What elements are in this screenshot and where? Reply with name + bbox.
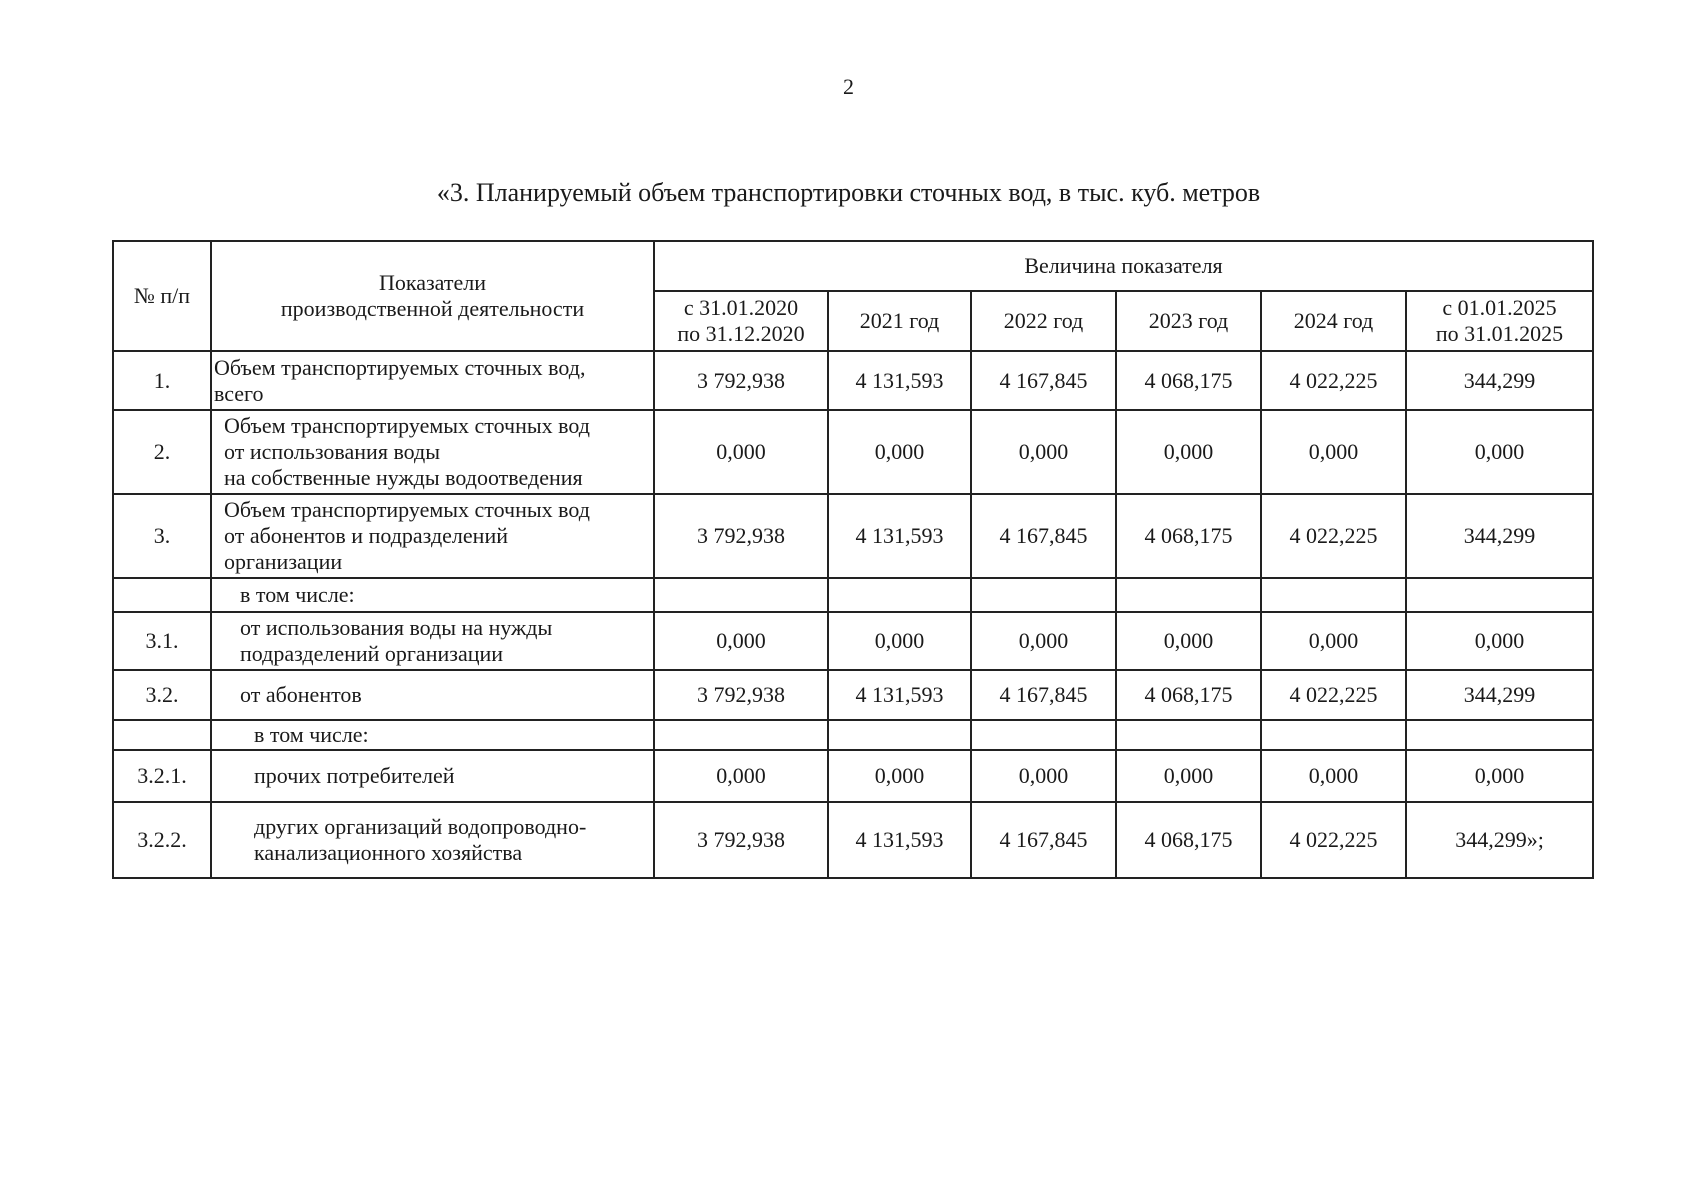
- row-value: 0,000: [1261, 750, 1406, 802]
- row-value: 0,000: [1406, 750, 1593, 802]
- row-value: 344,299»;: [1406, 802, 1593, 878]
- row-indicator: [211, 578, 654, 612]
- header-period-6: [1406, 291, 1593, 351]
- header-period-line: по 31.01.2025: [1435, 321, 1564, 346]
- indicator-line: прочих потребителей: [254, 763, 455, 788]
- table-row: [113, 670, 1593, 720]
- row-value: [1406, 578, 1593, 612]
- row-value: 4 068,175: [1116, 494, 1261, 578]
- row-value: [1261, 578, 1406, 612]
- row-value: [828, 720, 971, 750]
- row-value: [828, 578, 971, 612]
- header-period-4: 2023 год: [1116, 291, 1261, 351]
- header-period-1: [654, 291, 828, 351]
- row-num: [113, 578, 211, 612]
- row-value: 0,000: [1261, 410, 1406, 494]
- row-value: 344,299: [1406, 670, 1593, 720]
- row-indicator: [211, 720, 654, 750]
- indicator-line: в том числе:: [254, 722, 369, 747]
- table-row: [113, 494, 1593, 578]
- indicator-line: от абонентов и подразделений: [224, 523, 508, 548]
- row-value: 0,000: [654, 750, 828, 802]
- header-value-group: Величина показателя: [654, 241, 1593, 291]
- row-num: 3.1.: [113, 612, 211, 670]
- row-value: [971, 720, 1116, 750]
- row-value: 0,000: [971, 750, 1116, 802]
- table-row: [113, 750, 1593, 802]
- indicator-line: в том числе:: [240, 582, 355, 607]
- row-value: 4 131,593: [828, 494, 971, 578]
- row-indicator: [211, 410, 654, 494]
- row-value: 4 022,225: [1261, 494, 1406, 578]
- indicator-line: других организаций водопроводно-: [254, 814, 587, 839]
- row-value: 4 022,225: [1261, 802, 1406, 878]
- row-value: 4 068,175: [1116, 351, 1261, 410]
- indicator-line: Объем транспортируемых сточных вод,: [214, 354, 586, 380]
- header-indicator: [211, 241, 654, 351]
- indicator-line: Объем транспортируемых сточных вод: [224, 413, 590, 438]
- row-value: 3 792,938: [654, 670, 828, 720]
- header-period-3: 2022 год: [971, 291, 1116, 351]
- row-value: 0,000: [828, 410, 971, 494]
- row-value: 0,000: [828, 750, 971, 802]
- indicator-line: всего: [214, 380, 264, 406]
- table-body: [113, 351, 1593, 878]
- row-indicator: [211, 351, 654, 410]
- row-value: [971, 578, 1116, 612]
- row-value: [1116, 578, 1261, 612]
- row-value: 344,299: [1406, 494, 1593, 578]
- row-value: 4 167,845: [971, 494, 1116, 578]
- header-period-2: 2021 год: [828, 291, 971, 351]
- indicator-line: от использования воды: [224, 439, 441, 464]
- row-value: [654, 578, 828, 612]
- row-indicator: [211, 750, 654, 802]
- indicator-line: подразделений организации: [240, 641, 504, 666]
- row-value: 4 131,593: [828, 802, 971, 878]
- row-value: [1261, 720, 1406, 750]
- row-value: 0,000: [654, 612, 828, 670]
- table-header: [113, 241, 1593, 351]
- row-num: 3.2.: [113, 670, 211, 720]
- indicator-line: на собственные нужды водоотведения: [224, 465, 583, 490]
- header-indicator-line: Показатели: [378, 270, 487, 295]
- row-value: 4 022,225: [1261, 670, 1406, 720]
- table-row: [113, 578, 1593, 612]
- page-number: 2: [843, 74, 854, 99]
- header-indicator-line: производственной деятельности: [280, 296, 585, 321]
- row-value: 4 022,225: [1261, 351, 1406, 410]
- row-value: 0,000: [1116, 410, 1261, 494]
- row-value: [654, 720, 828, 750]
- row-value: 0,000: [828, 612, 971, 670]
- row-num: 3.2.2.: [113, 802, 211, 878]
- row-value: [1116, 720, 1261, 750]
- row-value: 4 131,593: [828, 351, 971, 410]
- table-row: [113, 351, 1593, 410]
- row-value: 4 068,175: [1116, 802, 1261, 878]
- row-value: 0,000: [1406, 410, 1593, 494]
- row-value: 0,000: [1116, 750, 1261, 802]
- row-indicator: [211, 494, 654, 578]
- table-row: [113, 612, 1593, 670]
- row-num: [113, 720, 211, 750]
- row-value: 4 131,593: [828, 670, 971, 720]
- header-period-5: 2024 год: [1261, 291, 1406, 351]
- row-value: 0,000: [1261, 612, 1406, 670]
- indicator-line: организации: [224, 549, 343, 574]
- table-row: [113, 410, 1593, 494]
- header-period-line: с 01.01.2025: [1442, 295, 1557, 320]
- row-value: 4 167,845: [971, 351, 1116, 410]
- indicator-line: от абонентов: [240, 682, 362, 707]
- document-title: «3. Планируемый объем транспортировки сточных вод, в тыс. куб. метров: [436, 178, 1261, 207]
- row-num: 3.2.1.: [113, 750, 211, 802]
- row-value: 3 792,938: [654, 351, 828, 410]
- table-row: [113, 720, 1593, 750]
- row-value: 344,299: [1406, 351, 1593, 410]
- header-period-line: по 31.12.2020: [677, 321, 805, 346]
- row-value: 3 792,938: [654, 802, 828, 878]
- header-num: № п/п: [113, 241, 211, 351]
- row-indicator: [211, 612, 654, 670]
- row-value: 3 792,938: [654, 494, 828, 578]
- row-indicator: [211, 670, 654, 720]
- wastewater-transport-table: [112, 240, 1594, 879]
- row-num: 3.: [113, 494, 211, 578]
- row-value: 0,000: [971, 410, 1116, 494]
- indicator-line: Объем транспортируемых сточных вод: [224, 497, 590, 522]
- row-value: 0,000: [1406, 612, 1593, 670]
- row-indicator: [211, 802, 654, 878]
- indicator-line: канализационного хозяйства: [254, 840, 523, 865]
- row-value: 0,000: [1116, 612, 1261, 670]
- header-period-line: с 31.01.2020: [683, 295, 799, 320]
- row-value: 0,000: [654, 410, 828, 494]
- row-value: 4 167,845: [971, 670, 1116, 720]
- row-value: [1406, 720, 1593, 750]
- row-num: 1.: [113, 351, 211, 410]
- row-value: 0,000: [971, 612, 1116, 670]
- row-value: 4 068,175: [1116, 670, 1261, 720]
- row-num: 2.: [113, 410, 211, 494]
- indicator-line: от использования воды на нужды: [240, 615, 553, 640]
- table-row: [113, 802, 1593, 878]
- row-value: 4 167,845: [971, 802, 1116, 878]
